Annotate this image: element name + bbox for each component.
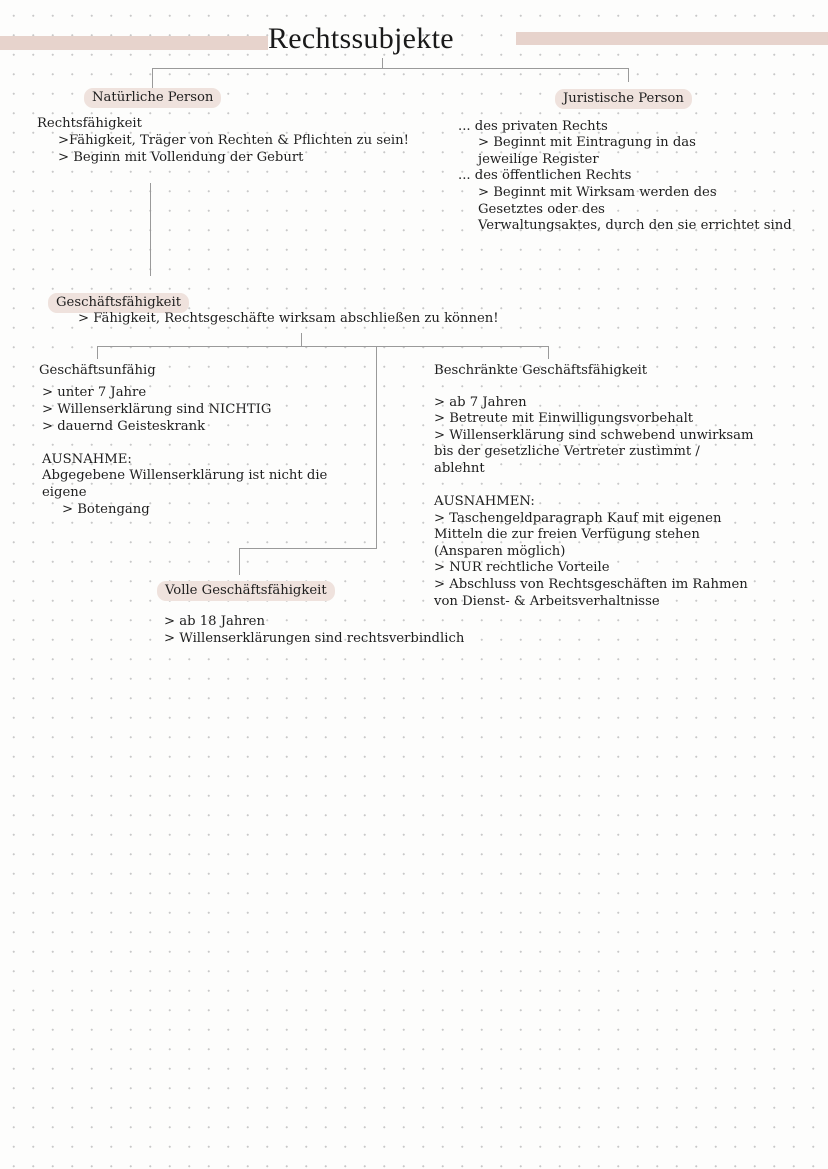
legal-person-line: Verwaltungsaktes, durch den sie errichtet sind (478, 218, 792, 233)
connector-full-vertical (376, 346, 377, 549)
limited-capacity-exception-line: > Taschengeldparagraph Kauf mit eigenen (434, 511, 722, 526)
full-capacity-point: > ab 18 Jahren (164, 614, 265, 629)
limited-capacity-exception-line: > NUR rechtliche Vorteile (434, 560, 610, 575)
connector-capacity-stem (301, 333, 302, 347)
limited-capacity-exception-heading: AUSNAHMEN: (434, 494, 535, 509)
connector-right-drop (628, 68, 629, 82)
incapable-point: > dauernd Geisteskrank (42, 419, 206, 434)
title-highlight-right (516, 32, 828, 45)
connector-left-drop (152, 68, 153, 88)
incapable-exception-line: eigene (42, 485, 87, 500)
limited-capacity-point: bis der gesetzliche Vertreter zustimmt / (434, 444, 700, 459)
natural-person-point: >Fähigkeit, Träger von Rechten & Pflichten zu sein! (58, 133, 409, 148)
limited-capacity-point: ablehnt (434, 461, 485, 476)
legal-person-line: ... des privaten Rechts (458, 119, 608, 134)
capacity-definition: > Fähigkeit, Rechtsgeschäfte wirksam abschließen zu können! (78, 311, 499, 326)
natural-person-heading: Natürliche Person (84, 88, 221, 108)
limited-capacity-exception-line: Mitteln die zur freien Verfügung stehen (434, 527, 700, 542)
legal-person-line: jeweilige Register (478, 152, 599, 167)
connector-natural-to-capacity (150, 183, 151, 276)
limited-capacity-point: > Willenserklärung sind schwebend unwirksam (434, 428, 754, 443)
connector-incapable-drop (97, 346, 98, 359)
connector-middle-horizontal (97, 346, 549, 347)
limited-capacity-exception-line: (Ansparen möglich) (434, 544, 566, 559)
legal-person-heading: Juristische Person (555, 89, 692, 109)
incapable-exception-heading: AUSNAHME: (42, 452, 132, 467)
natural-person-label: Rechtsfähigkeit (37, 116, 142, 131)
full-capacity-heading: Volle Geschäftsfähigkeit (157, 581, 335, 601)
connector-full-horizontal (239, 548, 377, 549)
capacity-heading: Geschäftsfähigkeit (48, 293, 189, 313)
title-highlight-left (0, 36, 268, 50)
limited-capacity-exception-line: > Abschluss von Rechtsgeschäften im Rahmen (434, 577, 748, 592)
incapable-point: > Willenserklärung sind NICHTIG (42, 402, 272, 417)
connector-limited-drop (548, 346, 549, 359)
connector-top-horizontal (152, 68, 629, 69)
legal-person-line: Gesetztes oder des (478, 202, 605, 217)
legal-person-line: > Beginnt mit Wirksam werden des (478, 185, 717, 200)
limited-capacity-heading: Beschränkte Geschäftsfähigkeit (434, 363, 648, 378)
legal-person-line: > Beginnt mit Eintragung in das (478, 135, 696, 150)
natural-person-point: > Beginn mit Vollendung der Geburt (58, 150, 304, 165)
incapable-point: > unter 7 Jahre (42, 385, 147, 400)
limited-capacity-exception-line: von Dienst- & Arbeitsverhaltnisse (434, 594, 660, 609)
incapable-exception-line: Abgegebene Willenserklärung ist nicht die (42, 468, 328, 483)
full-capacity-point: > Willenserklärungen sind rechtsverbindlich (164, 631, 465, 646)
incapable-exception-point: > Botengang (62, 502, 150, 517)
limited-capacity-point: > ab 7 Jahren (434, 395, 527, 410)
incapable-heading: Geschäftsunfähig (39, 363, 156, 378)
page-title: Rechtssubjekte (268, 22, 454, 55)
connector-full-drop (239, 548, 240, 575)
limited-capacity-point: > Betreute mit Einwilligungsvorbehalt (434, 411, 694, 426)
legal-person-line: ... des öffentlichen Rechts (458, 168, 632, 183)
